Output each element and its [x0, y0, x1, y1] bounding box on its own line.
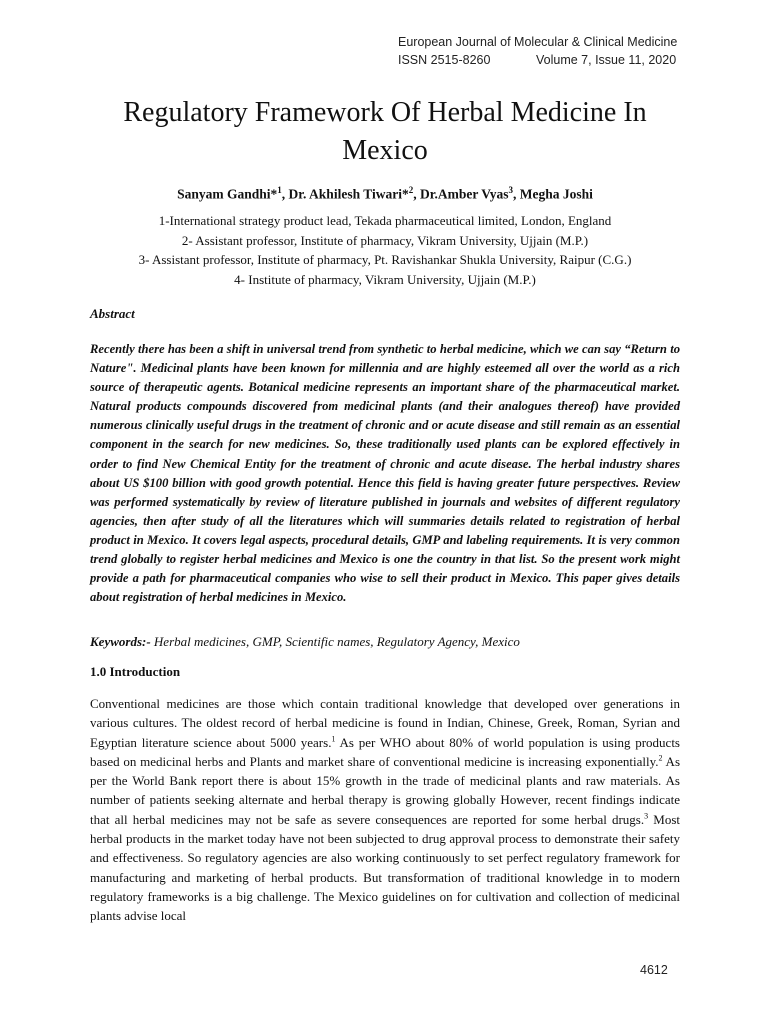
author-name: Sanyam Gandhi*	[177, 186, 278, 202]
intro-text: Conventional medicines are those which contain traditional knowledge that developed over generations in various cultures. The oldest record of herbal medicine is found in Indian, Chinese, Greek, Roman, Syrian and Egyptian literature science about 5000 years.	[90, 696, 680, 750]
intro-text: As per WHO about 80% of world population is using products based on medicinal herbs and Plants and market share of conventional medicine is increasing exponentially.	[90, 734, 680, 769]
abstract-heading: Abstract	[90, 306, 135, 321]
section-heading: 1.0 Introduction	[90, 664, 181, 679]
citation-mark: 3	[644, 811, 649, 821]
introduction-paragraph	[90, 694, 680, 926]
issn: ISSN 2515-8260	[398, 53, 491, 67]
author-name: Dr. Akhilesh Tiwari*	[288, 186, 409, 202]
affiliation-list	[60, 211, 710, 289]
affiliation: 2- Assistant professor, Institute of pharmacy, Vikram University, Ujjain (M.P.)	[181, 232, 589, 248]
keywords-label: Keywords:-	[90, 634, 151, 649]
author-list: Sanyam Gandhi*$^1$, Dr. Akhilesh Tiwari*$^2$, Dr.Amber Vyas$^3$, Megha Joshi	[177, 185, 593, 202]
author-affiliation-mark: 3	[508, 185, 513, 195]
intro-text: As per the World Bank report there is about 15% growth in the trade of medicinal plants and raw materials. As number of patients seeking alternate and herbal therapy is growing globally However, recent findings indicate that all herbal medicines may not be safe as severe consequences are reported for some herbal drugs.	[90, 753, 680, 827]
citation-mark: 2	[658, 753, 663, 763]
author-affiliation-mark: 2	[408, 185, 414, 195]
page-number: 4612	[640, 963, 668, 977]
author-name: Megha Joshi	[519, 186, 593, 202]
author-affiliation-mark: 1	[277, 185, 282, 195]
journal-header	[398, 33, 698, 69]
affiliation: 1-International strategy product lead, Tekada pharmaceutical limited, London, England	[158, 213, 612, 228]
keywords-text: Herbal medicines, GMP, Scientific names, Regulatory Agency, Mexico	[150, 634, 520, 649]
citation-mark: 1	[331, 734, 336, 744]
author-name: Dr.Amber Vyas	[419, 186, 509, 202]
volume-issue: Volume 7, Issue 11, 2020	[536, 53, 677, 67]
keywords	[90, 632, 680, 652]
journal-meta-row	[398, 51, 698, 69]
paper-title: Regulatory Framework Of Herbal Medicine In Mexico	[123, 97, 647, 166]
affiliation: 4- Institute of pharmacy, Vikram University, Ujjain (M.P.)	[234, 271, 536, 287]
abstract-text: Recently there has been a shift in universal trend from synthetic to herbal medicine, which we can say “Return to Nature". Medicinal plants have been known for millennia and are highly esteemed all over the world as a rich source of therapeutic agents. Botanical medicine represents an important share of the pharmaceutical market. Natural products compounds discovered from medicinal plants (and their analogues thereof) have provided numerous clinically useful drugs in the treatment of chronic and or acute disease and still remain as an essential component in the search for new medicines. So, these traditionally used plants can be explored effectively in order to find New Chemical Entity for the treatment of chronic and acute disease. The herbal industry shares about US $100 billion with good growth potential. Hence this field is having greater future perspectives. Review was performed systematically by review of literature published in journals and websites of different regulatory agencies, then after study of all the literatures which will summaries details related to registration of herbal product in Mexico. It covers legal aspects, procedural details, GMP and labeling requirements. It is very common trend globally to register herbal medicines and Mexico is one the country in that list. So the present work might provide a path for pharmaceutical companies who wise to sell their product in Mexico. This paper gives details about registration of herbal medicines in Mexico.	[90, 342, 680, 605]
intro-text: Most herbal products in the market today have not been subjected to drug approval process to demonstrate their safety and effectiveness. So regulatory agencies are also working continuously to set perfect regulatory framework for manufacturing and marketing of herbal products. But transformation of traditional knowledge in to modern regulatory frameworks is a big challenge. The Mexico guidelines on for cultivation and collection of medicinal plants advise local	[90, 811, 681, 924]
affiliation: 3- Assistant professor, Institute of pharmacy, Pt. Ravishankar Shukla University, Raipur (C.G.)	[138, 252, 632, 267]
journal-name: European Journal of Molecular & Clinical Medicine	[398, 35, 678, 49]
